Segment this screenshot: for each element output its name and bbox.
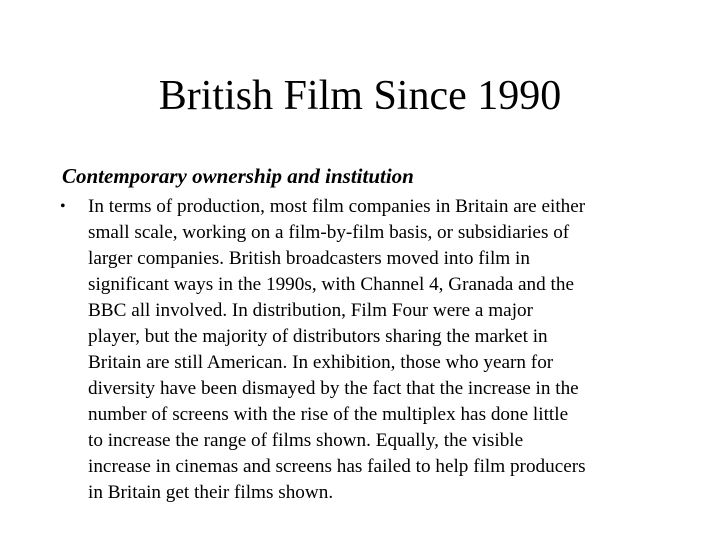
bullet-icon: • xyxy=(60,198,66,215)
bullet-text-line: diversity have been dismayed by the fact that the increase in the xyxy=(88,378,579,399)
bullet-text-line: in Britain get their films shown. xyxy=(88,482,334,503)
bullet-text-line: In terms of production, most film companies in Britain are either xyxy=(88,196,586,217)
bullet-text-line: larger companies. British broadcasters moved into film in xyxy=(88,248,530,269)
bullet-text-line: significant ways in the 1990s, with Channel 4, Granada and the xyxy=(88,274,574,295)
slide-title: British Film Since 1990 xyxy=(158,73,562,119)
bullet-text-line: to increase the range of films shown. Equally, the visible xyxy=(88,430,524,451)
bullet-text-line: number of screens with the rise of the multiplex has done little xyxy=(88,404,569,425)
bullet-text-line: player, but the majority of distributors sharing the market in xyxy=(88,326,548,347)
bullet-text-line: small scale, working on a film-by-film basis, or subsidiaries of xyxy=(88,222,570,243)
bullet-text-line: BBC all involved. In distribution, Film Four were a major xyxy=(88,300,534,321)
bullet-text-line: increase in cinemas and screens has failed to help film producers xyxy=(88,456,586,477)
section-subheading: Contemporary ownership and institution xyxy=(62,164,414,188)
bullet-text-line: Britain are still American. In exhibition, those who yearn for xyxy=(88,352,554,373)
bullet-item xyxy=(56,194,676,506)
bullet-list xyxy=(56,194,676,506)
